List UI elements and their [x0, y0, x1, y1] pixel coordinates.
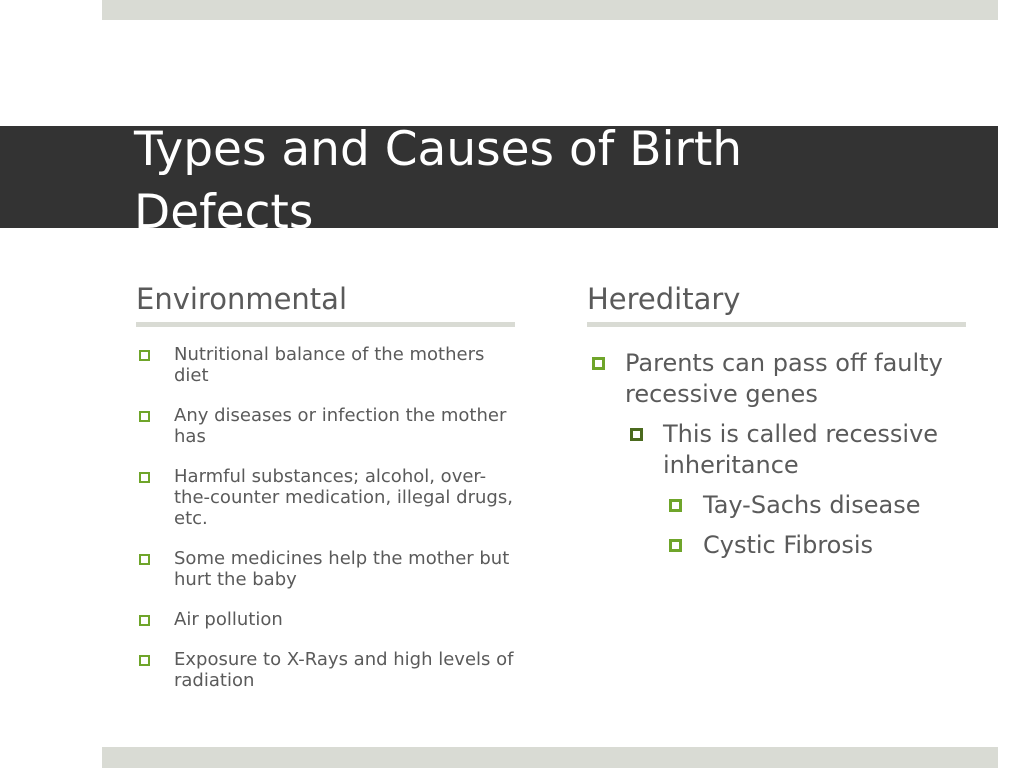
square-bullet-icon: [139, 554, 150, 565]
list-item: Harmful substances; alcohol, over-the-counter medication, illegal drugs, etc.: [136, 466, 516, 529]
slide-title: Types and Causes of Birth Defects: [134, 122, 743, 240]
hereditary-heading-rule: [587, 322, 966, 327]
list-item: This is called recessive inheritance: [588, 419, 968, 481]
square-bullet-icon: [592, 357, 605, 370]
bottom-accent-band: [102, 747, 998, 768]
square-bullet-icon: [630, 428, 643, 441]
list-item: Exposure to X-Rays and high levels of radiation: [136, 649, 516, 691]
list-item: Parents can pass off faulty recessive genes: [588, 348, 968, 410]
square-bullet-icon: [139, 350, 150, 361]
list-item: Cystic Fibrosis: [588, 530, 968, 561]
environmental-heading-rule: [136, 322, 515, 327]
environmental-list: [136, 344, 516, 710]
list-item: Tay-Sachs disease: [588, 490, 968, 521]
square-bullet-icon: [139, 615, 150, 626]
square-bullet-icon: [139, 472, 150, 483]
list-item: Nutritional balance of the mothers diet: [136, 344, 516, 386]
square-bullet-icon: [669, 539, 682, 552]
hereditary-list: [588, 348, 968, 570]
square-bullet-icon: [669, 499, 682, 512]
list-item: Any diseases or infection the mother has: [136, 405, 516, 447]
environmental-heading: Environmental: [136, 282, 348, 316]
list-item: Some medicines help the mother but hurt the baby: [136, 548, 516, 590]
top-accent-band: [102, 0, 998, 20]
square-bullet-icon: [139, 411, 150, 422]
list-item: Air pollution: [136, 609, 516, 630]
square-bullet-icon: [139, 655, 150, 666]
hereditary-heading: Hereditary: [587, 282, 741, 316]
